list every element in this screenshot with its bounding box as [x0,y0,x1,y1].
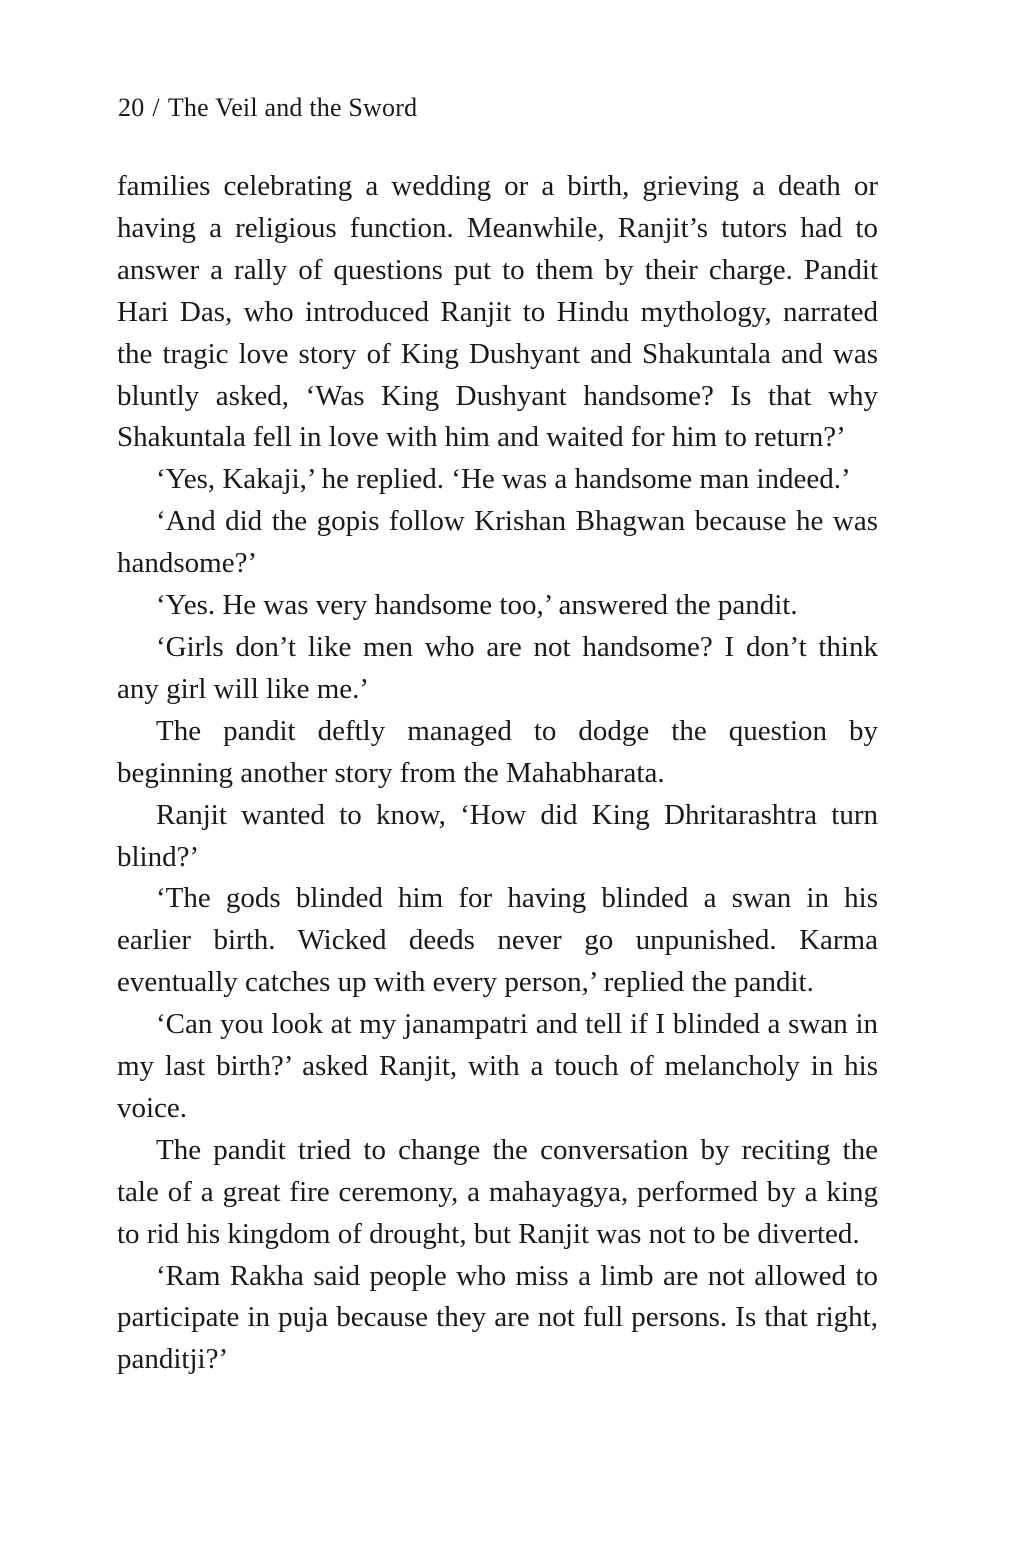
paragraph: ‘And did the gopis follow Krishan Bhagwan because he was handsome?’ [117,505,878,580]
paragraph: ‘Ram Rakha said people who miss a limb are not allowed to participate in puja because they are not full persons. Is that right, panditji?’ [117,1259,878,1376]
page-number: 20 [118,93,145,122]
paragraph: The pandit deftly managed to dodge the question by beginning another story from the Mahabharata. [117,714,878,789]
paragraph: ‘Yes, Kakaji,’ he replied. ‘He was a handsome man indeed.’ [156,463,851,496]
paragraph: ‘Can you look at my janampatri and tell if I blinded a swan in my last birth?’ asked Ranjit, with a touch of melancholy in his voice. [117,1008,878,1124]
running-head [118,92,417,124]
paragraph: Ranjit wanted to know, ‘How did King Dhritarashtra turn blind?’ [117,798,878,873]
paragraph: ‘Girls don’t like men who are not handsome? I don’t think any girl will like me.’ [117,630,878,705]
book-title: The Veil and the Sword [167,93,418,122]
paragraph: ‘The gods blinded him for having blinded a swan in his earlier birth. Wicked deeds never go unpunished. Karma eventually catches up with every person,’ replied the pandit. [117,882,878,999]
paragraph: ‘Yes. He was very handsome too,’ answered the pandit. [156,589,798,622]
body-text [117,166,878,1381]
paragraph: The pandit tried to change the conversation by reciting the tale of a great fire ceremony, a mahayagya, performed by a king to rid his kingdom of drought, but Ranjit was not to be diverted. [117,1133,878,1250]
paragraph-continuation: families celebrating a wedding or a birth, grieving a death or having a religious function. Meanwhile, Ranjit’s tutors had to answer a rally of questions put to them by their charge. Pandit Hari Das, who introduced Ranjit to Hindu mythology, narrated the tragic love story of King Dushyant and Shakuntala and was bluntly asked, ‘Was King Dushyant handsome? Is that why Shakuntala fell in love with him and waited for him to return?’ [117,170,878,454]
header-separator: / [152,93,160,122]
